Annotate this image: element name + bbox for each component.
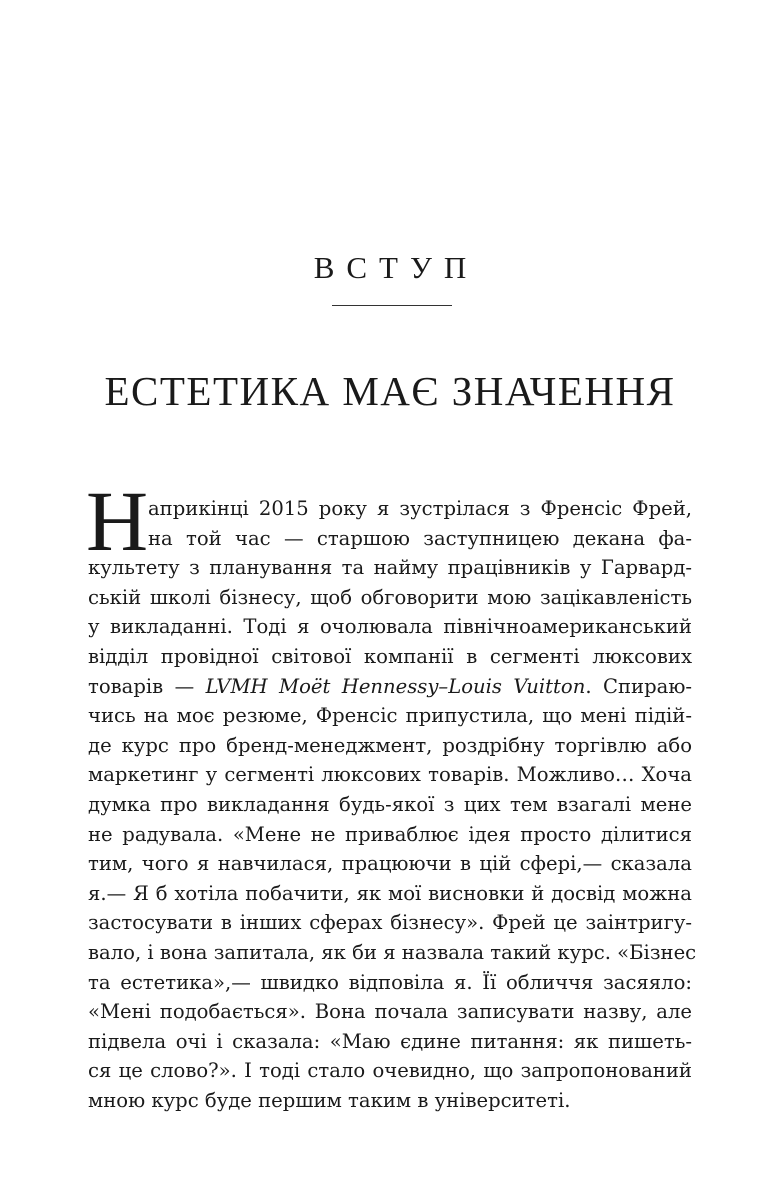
body-text [88,494,697,1115]
text-line: та естетика»,— швидко відповіла я. Її обличчя засяяло: [88,970,692,994]
text-line: культету з планування та найму працівників у Гарвард- [88,556,692,580]
text-line: не радувала. «Мене не приваблює ідея просто ділитися [88,822,692,846]
text-line: вало, і вона запитала, як би я назвала такий курс. «Бізнес [88,940,697,964]
chapter-title: ЕСТЕТИКА МАЄ ЗНАЧЕННЯ [104,368,676,415]
text-line [88,672,692,702]
text-line: підвела очі і сказала: «Маю єдине питання: як пишеть- [88,1029,692,1053]
text-segment: товарів — [88,674,206,698]
drop-cap: Н [86,473,149,569]
title-divider [332,305,452,306]
chapter-label: ВСТУП [313,250,479,285]
text-line: ській школі бізнесу, щоб обговорити мою зацікавленість [88,585,692,609]
text-line: мною курс буде першим таким в університеті. [88,1088,571,1112]
text-line: відділ провідної світової компанії в сегменті люксових [88,644,692,668]
text-line: чись на моє резюме, Френсіс припустила, що мені підій- [88,704,692,728]
text-line: у викладанні. Тоді я очолювала північноамериканський [88,615,692,639]
text-line: думка про викладання будь-якої з цих тем взагалі мене [88,792,692,816]
company-name: LVMH Moët Hennessy–Louis Vuitton [205,674,586,698]
text-line: тим, чого я навчилася, працюючи в цій сфері,— сказала [88,852,692,876]
text-line: априкінці 2015 року я зустрілася з Френсіс Фрей, [148,497,692,520]
text-line: маркетинг у сегменті люксових товарів. Можливо… Хоча [88,763,692,787]
text-line: застосувати в інших сферах бізнесу». Фрей це заінтригу- [88,911,692,935]
text-line: ся це слово?». І тоді стало очевидно, що запропонований [88,1059,692,1083]
text-line: де курс про бренд-менеджмент, роздрібну торгівлю або [88,733,692,757]
text-line: на той час — старшою заступницею декана фа- [148,526,692,550]
text-segment: . Спираю- [585,674,692,698]
text-line: я.— Я б хотіла побачити, як мої висновки й досвід можна [88,881,692,905]
text-line: «Мені подобається». Вона почала записувати назву, але [88,1000,692,1024]
